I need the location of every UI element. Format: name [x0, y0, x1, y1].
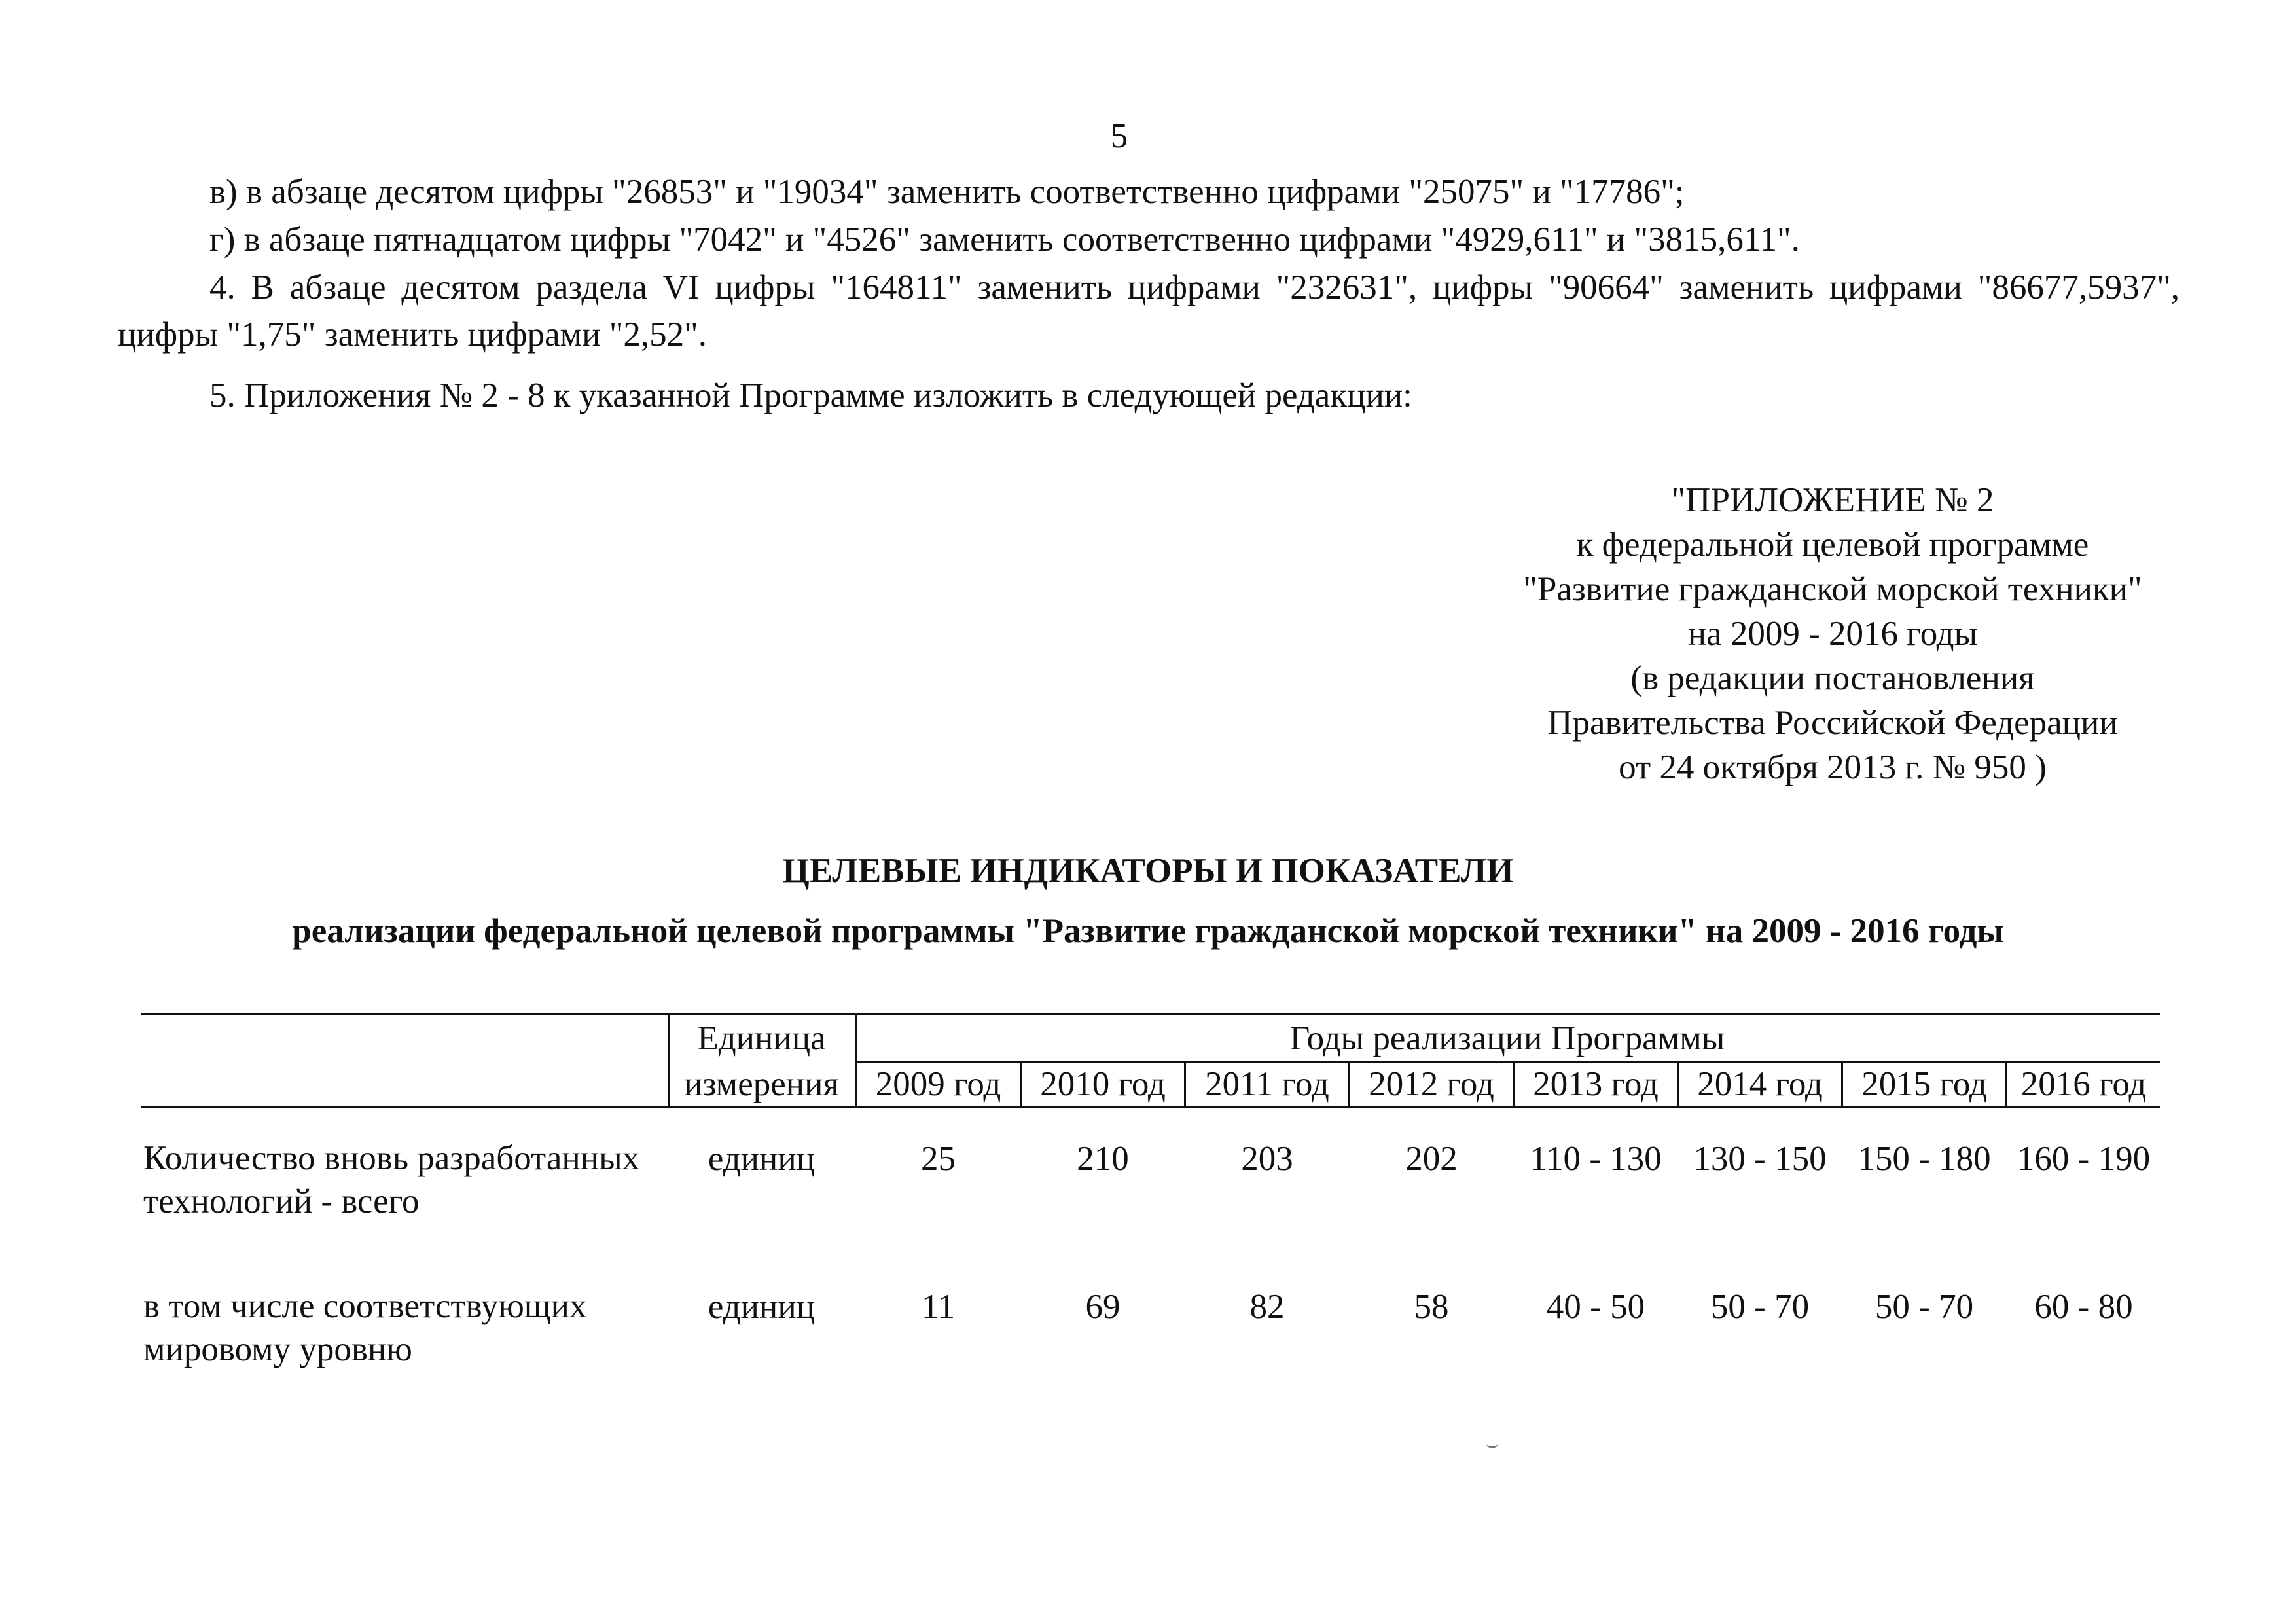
- year-2011: 2011 год: [1205, 1065, 1329, 1103]
- row-1-value-2009: 25: [921, 1140, 956, 1178]
- row-2-value-2010: 69: [1085, 1288, 1121, 1326]
- year-2009: 2009 год: [875, 1065, 1001, 1103]
- scan-mark: ⌣: [1486, 1434, 1499, 1455]
- years-header: Годы реализации Программы: [1289, 1019, 1725, 1057]
- appendix-line-3: "Развитие гражданской морской техники": [1523, 570, 2142, 608]
- paragraph-v: в) в абзаце десятом цифры "26853" и "19034" заменить соответственно цифрами "25075" и "17786";: [209, 173, 1685, 211]
- year-2014: 2014 год: [1697, 1065, 1823, 1103]
- unit-header-line-2: измерения: [684, 1065, 839, 1103]
- header-bottom-rule: [141, 1106, 2160, 1108]
- row-1-value-2014: 130 - 150: [1693, 1140, 1827, 1178]
- row-1-value-2011: 203: [1241, 1140, 1293, 1178]
- row-1-label: Количество вновь разработанных технологий - всего: [143, 1139, 640, 1220]
- paragraph-g: г) в абзаце пятнадцатом цифры "7042" и "4526" заменить соответственно цифрами "4929,611" и "3815,611".: [209, 221, 1800, 259]
- appendix-line-4: на 2009 - 2016 годы: [1687, 615, 1978, 653]
- year-2012: 2012 год: [1369, 1065, 1494, 1103]
- year-2016: 2016 год: [2020, 1065, 2147, 1103]
- year-2013: 2013 год: [1533, 1065, 1659, 1103]
- row-2-value-2012: 58: [1414, 1288, 1449, 1326]
- appendix-line-7: от 24 октября 2013 г. № 950 ): [1619, 748, 2047, 786]
- year-2015: 2015 год: [1861, 1065, 1987, 1103]
- appendix-line-1: "ПРИЛОЖЕНИЕ № 2: [1671, 481, 1994, 519]
- row-2-value-2014: 50 - 70: [1710, 1288, 1810, 1326]
- appendix-header: [1473, 478, 2193, 790]
- table-top-rule: [141, 1013, 2160, 1015]
- appendix-line-2: к федеральной целевой программе: [1576, 526, 2089, 564]
- unit-header-line-1: Единица: [697, 1019, 826, 1057]
- row-2-value-2016: 60 - 80: [2034, 1288, 2133, 1326]
- row-1-unit: единиц: [708, 1140, 816, 1178]
- document-subtitle: реализации федеральной целевой программы "Развитие гражданской морской техники" на 2009 - 2016 годы: [292, 912, 2004, 950]
- years-header-rule: [855, 1061, 2160, 1063]
- appendix-line-5: (в редакции постановления: [1630, 659, 2035, 697]
- appendix-line-6: Правительства Российской Федерации: [1547, 704, 2118, 742]
- document-title: ЦЕЛЕВЫЕ ИНДИКАТОРЫ И ПОКАЗАТЕЛИ: [782, 852, 1514, 890]
- paragraph-5: 5. Приложения № 2 - 8 к указанной Программе изложить в следующей редакции:: [209, 376, 1412, 414]
- page-number: 5: [1110, 117, 1128, 155]
- row-2-label: в том числе соответствующих мировому уровню: [143, 1287, 587, 1368]
- row-2-value-2015: 50 - 70: [1874, 1288, 1974, 1326]
- row-2-value-2011: 82: [1249, 1288, 1285, 1326]
- row-2-value-2009: 11: [921, 1288, 956, 1326]
- row-1-value-2010: 210: [1077, 1140, 1129, 1178]
- year-2010: 2010 год: [1040, 1065, 1166, 1103]
- row-2-unit: единиц: [708, 1288, 816, 1326]
- row-1-value-2015: 150 - 180: [1857, 1140, 1991, 1178]
- row-1-value-2013: 110 - 130: [1530, 1140, 1662, 1178]
- row-1-value-2016: 160 - 190: [2017, 1140, 2151, 1178]
- row-1-value-2012: 202: [1405, 1140, 1458, 1178]
- row-2-value-2013: 40 - 50: [1546, 1288, 1645, 1326]
- paragraph-4: 4. В абзаце десятом раздела VI цифры "164811" заменить цифрами "232631", цифры "90664" заменить цифрами "86677,5937", цифры "1,75" заменить цифрами "2,52".: [118, 268, 2179, 354]
